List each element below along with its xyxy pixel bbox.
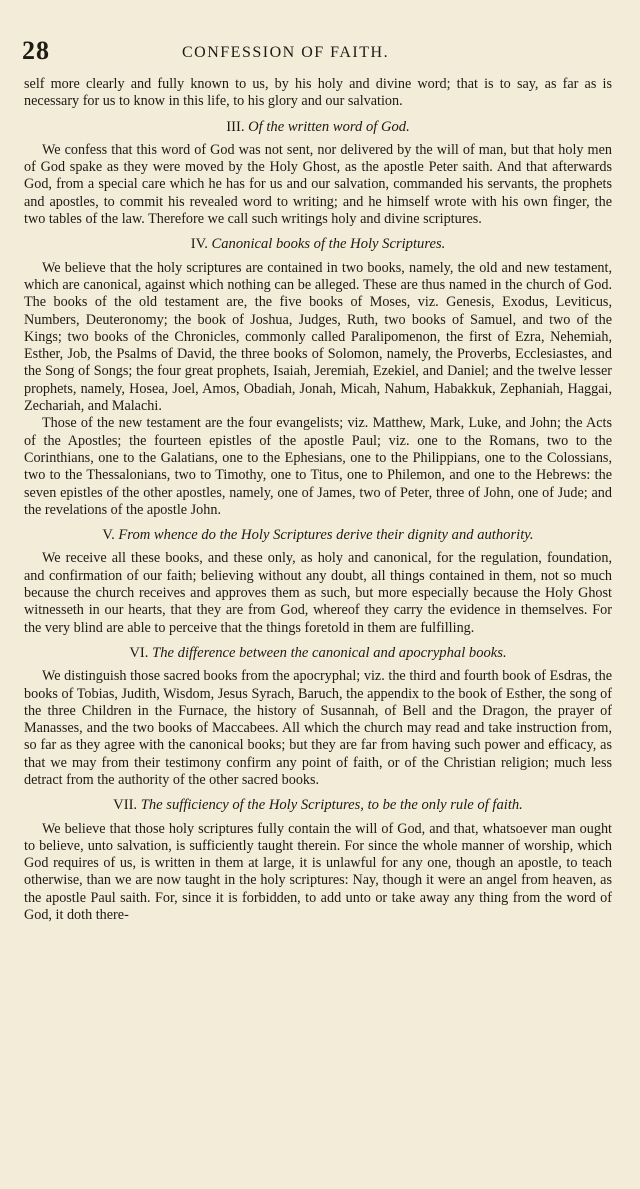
article-number: VI.: [129, 644, 149, 661]
article-title: Canonical books of the Holy Scriptures.: [211, 236, 446, 253]
article-paragraph: We receive all these books, and these only, as holy and canonical, for the regulation, foundation, and confirmation of our faith; believing without any doubt, all things contained in them, not so much because the church receives and approves them as such, but more especially because the Holy Ghost witnesseth in our hearts, that they are from God, whereof they carry the evidence in themselves. For the very blind are able to perceive that the things foretold in them are fulfilling.: [24, 550, 612, 636]
article-heading: [24, 527, 612, 544]
article-title: The difference between the canonical and apocryphal books.: [152, 644, 507, 661]
article-paragraph: We confess that this word of God was not sent, nor delivered by the will of man, but that holy men of God spake as they were moved by the Holy Ghost, as the apostle Peter saith. And that afterwards God, from a special care which he has for us and our salvation, commanded his servants, the prophets and apostles, to commit his revealed word to writing; and he himself wrote with his own finger, the two tables of the law. Therefore we call such writings holy and divine scriptures.: [24, 141, 612, 228]
article-heading: [24, 645, 612, 662]
article-title: The sufficiency of the Holy Scriptures, to be the only rule of faith.: [140, 797, 523, 814]
article-heading: [24, 797, 612, 814]
article-heading: [24, 119, 612, 136]
article-6: [24, 645, 612, 789]
page-header: [22, 36, 610, 70]
article-heading: [24, 236, 612, 253]
article-paragraph: Those of the new testament are the four evangelists; viz. Matthew, Mark, Luke, and John; the Acts of the Apostles; the fourteen epistles of the apostle Paul; viz. one to the Romans, two to the Corinthians, one to the Galatians, one to the Ephesians, one to the Philippians, one to the Colossians, two to the Thessalonians, two to Timothy, one to Titus, one to Philemon, and one to the Hebrews: the seven epistles of the other apostles, namely, one of James, two of Peter, three of John, one of Jude; and the revelations of the apostle John.: [24, 415, 612, 518]
article-4: [24, 236, 612, 519]
article-title: From whence do the Holy Scriptures derive their dignity and authority.: [118, 527, 534, 544]
page-body: [24, 76, 612, 924]
article-number: III.: [226, 118, 245, 135]
article-number: IV.: [190, 236, 208, 253]
article-number: V.: [102, 527, 115, 544]
article-paragraph: We believe that those holy scriptures fully contain the will of God, and that, whatsoever man ought to believe, unto salvation, is sufficiently taught therein. For since the whole manner of worship, which God requires of us, is written in them at large, it is unlawful for any one, though an apostle, to teach otherwise, than we are now taught in the holy scriptures: Nay, though it were an angel from heaven, as the apostle Paul saith. For, since it is forbidden, to add unto or take away any thing from the word of God, it doth there-: [24, 820, 612, 924]
article-7: [24, 797, 612, 924]
page-number: 28: [22, 36, 50, 65]
article-paragraph: We distinguish those sacred books from the apocryphal; viz. the third and fourth book of Esdras, the books of Tobias, Judith, Wisdom, Jesus Syrach, Baruch, the appendix to the book of Esther, the song of the three Children in the Furnace, the history of Susannah, of Bell and the Dragon, the prayer of Manasses, and the two books of Maccabees. All which the church may read and take instruction from, so far as they agree with the canonical books; but they are far from having such power and efficacy, as that we may from their testimony confirm any point of faith, or of the Christian religion; much less detract from the authority of the other sacred books.: [24, 668, 612, 788]
article-5: [24, 527, 612, 637]
article-title: Of the written word of God.: [248, 118, 410, 135]
article-3: [24, 119, 612, 229]
running-title: CONFESSION OF FAITH.: [182, 44, 390, 61]
article-paragraph: We believe that the holy scriptures are contained in two books, namely, the old and new testament, which are canonical, against which nothing can be alleged. These are thus named in the church of God. The books of the old testament are, the five books of Moses, viz. Genesis, Exodus, Leviticus, Numbers, Deuteronomy; the book of Joshua, Judges, Ruth, two books of Samuel, and two of the Kings; two books of the Chronicles, commonly called Paralipomenon, the first of Ezra, Nehemiah, Esther, Job, the Psalms of David, the three books of Solomon, namely, the Proverbs, Ecclesiastes, and the Song of Songs; the four great prophets, Isaiah, Jeremiah, Ezekiel, and Daniel; and the twelve lesser prophets, namely, Hosea, Joel, Amos, Obadiah, Jonah, Micah, Nahum, Habakkuk, Zephaniah, Haggai, Zechariah, and Malachi.: [24, 259, 612, 415]
intro-paragraph: self more clearly and fully known to us, by his holy and divine word; that is to say, as far as is necessary for us to know in this life, to his glory and our salvation.: [24, 76, 612, 110]
article-number: VII.: [113, 797, 138, 814]
